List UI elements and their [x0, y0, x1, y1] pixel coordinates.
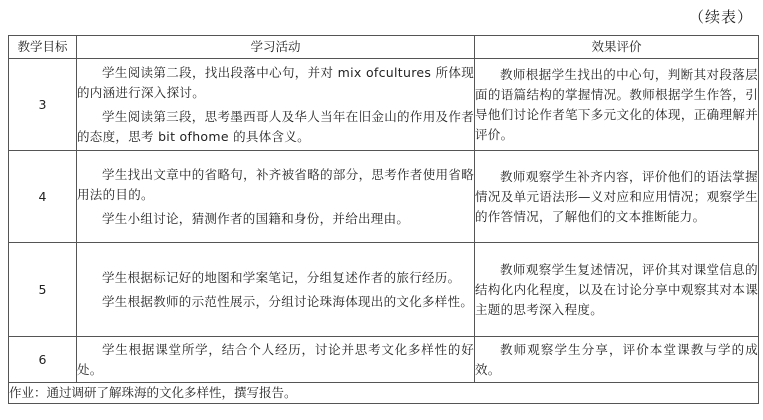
goal-number: 5 [9, 243, 77, 337]
evaluation-text: 教师观察学生复述情况，评价其对课堂信息的结构化内化程度，以及在讨论分享中观察其对本课主题的思考深入程度。 [475, 261, 758, 317]
evaluation-text: 教师观察学生补齐内容，评价他们的语法掌握情况及单元语法形—义对应和应用情况；观察学生的作答情况，了解他们的文本推断能力。 [475, 168, 758, 224]
evaluation-text: 教师根据学生找出的中心句，判断其对段落层面的语篇结构的掌握情况。教师根据学生作答，引导他们讨论作者笔下多元文化的体现，正确理解并评价。 [475, 66, 758, 142]
activity-text: 学生根据教师的示范性展示，分组讨论珠海体现出的文化多样性。 [102, 293, 474, 309]
activity-text: 学生阅读第二段，找出段落中心句，并对 mix ofcultures 所体现的内涵进行深入探讨。 [77, 64, 474, 100]
table-row-goal-3 [9, 59, 759, 151]
activity-cell [77, 243, 475, 337]
activity-text: 学生阅读第三段，思考墨西哥人及华人当年在旧金山的作用及作者的态度，思考 bit ofhome 的具体含义。 [77, 108, 474, 144]
activity-text: 学生小组讨论，猜测作者的国籍和身份，并给出理由。 [102, 210, 410, 226]
table-row-goal-4 [9, 151, 759, 243]
goal-number: 3 [9, 59, 77, 151]
goal-number: 4 [9, 151, 77, 243]
activity-cell [77, 151, 475, 243]
activity-text: 学生根据标记好的地图和学案笔记，分组复述作者的旅行经历。 [102, 269, 461, 285]
activity-text: 学生根据课堂所学，结合个人经历，讨论并思考文化多样性的好处。 [77, 341, 474, 377]
header-teaching-goal: 教学目标 [9, 36, 77, 59]
teaching-plan-table [8, 35, 759, 404]
table-row-goal-6 [9, 337, 759, 383]
evaluation-cell [475, 337, 759, 383]
homework-text: 作业：通过调研了解珠海的文化多样性，撰写报告。 [9, 383, 759, 404]
homework-row [9, 383, 759, 404]
continued-table-note: （续表） [688, 8, 753, 26]
goal-number: 6 [9, 337, 77, 383]
activity-cell [77, 337, 475, 383]
evaluation-cell [475, 151, 759, 243]
header-effect-evaluation: 效果评价 [475, 36, 759, 59]
header-learning-activity: 学习活动 [77, 36, 475, 59]
activity-cell [77, 59, 475, 151]
table-header-row [9, 36, 759, 59]
evaluation-cell [475, 243, 759, 337]
evaluation-cell [475, 59, 759, 151]
table-row-goal-5 [9, 243, 759, 337]
evaluation-text: 教师观察学生分享，评价本堂课教与学的成效。 [475, 341, 758, 377]
activity-text: 学生找出文章中的省略句，补齐被省略的部分，思考作者使用省略用法的目的。 [77, 166, 474, 202]
